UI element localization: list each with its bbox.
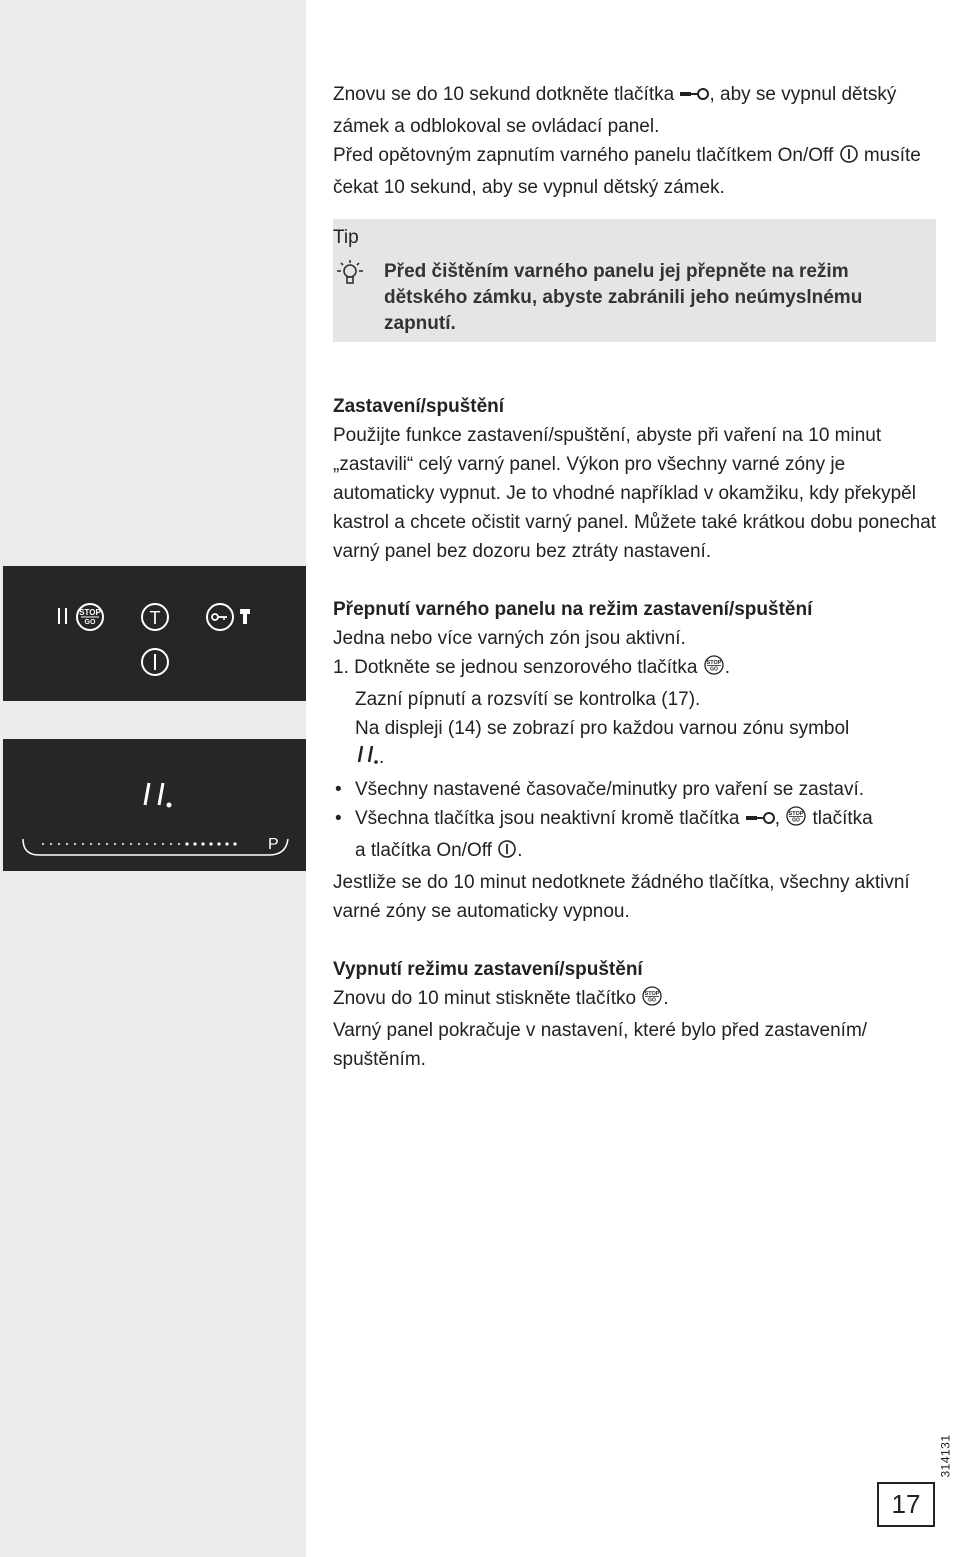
stop-label: STOP: [79, 608, 101, 617]
bullet2: [333, 804, 943, 868]
intro-line1-a: Znovu se do 10 sekund dotkněte tlačítka: [333, 84, 680, 105]
level-dots: [42, 842, 237, 845]
stop-go-icon: [785, 805, 807, 836]
section3-line2: Varný panel pokračuje v nastavení, které bylo před zastavením/ spuštěním.: [333, 1020, 868, 1070]
slider-arc: [23, 839, 288, 855]
step1-end: .: [724, 657, 730, 678]
section2-after: Jestliže se do 10 minut nedotknete žádného tlačítka, všechny aktivní varné zóny se automaticky vypnou.: [333, 872, 910, 922]
key-icon: [745, 807, 775, 836]
power-icon: [497, 839, 517, 868]
display-illustration: [3, 739, 306, 871]
step1-line4: [333, 743, 943, 775]
tip-label: Tip: [333, 227, 359, 248]
svg-text:GO: GO: [709, 666, 718, 673]
section2-step1: [333, 653, 943, 685]
step1-line4-end: .: [379, 747, 385, 768]
section3-title: Vypnutí režimu zastavení/spuštění: [333, 959, 643, 980]
svg-text:STOP: STOP: [644, 991, 660, 997]
power-icon: [142, 649, 168, 675]
bullet2-d: a tlačítka On/Off: [355, 840, 498, 861]
intro-line2-b: musíte čekat 10 sekund, aby se vypnul dětský zámek.: [333, 145, 921, 198]
pause-symbol-icon: [355, 744, 379, 775]
timer-icon: [142, 604, 168, 630]
bullet1: • Všechny nastavené časovače/minutky pro vaření se zastaví.: [333, 775, 943, 804]
stop-go-icon: [77, 604, 103, 630]
bullet2-c: tlačítka: [807, 808, 873, 829]
bullet2-a: Všechna tlačítka jsou neaktivní kromě tlačítka: [355, 808, 745, 829]
document-number: [936, 1425, 960, 1485]
step1-line2: Zazní pípnutí a rozsvítí se kontrolka (17).: [355, 689, 701, 710]
key-icon: [679, 83, 709, 112]
key-icon: [207, 604, 233, 630]
section2-bullets: [333, 775, 943, 868]
section3-line1-b: .: [663, 988, 669, 1009]
section2-line1: Jedna nebo více varných zón jsou aktivní.: [333, 628, 686, 649]
intro-line1-b: , aby se vypnul dětský zámek a odblokoval se ovládací panel.: [333, 84, 897, 137]
step1-line3: Na displeji (14) se zobrazí pro každou varnou zónu symbol: [355, 718, 850, 739]
svg-text:GO: GO: [792, 817, 801, 824]
tip-text: Před čištěním varného panelu jej přepněte na režim dětského zámku, abyste zabránili jeho neúmyslnému zapnutí.: [384, 261, 863, 334]
power-icon: [839, 144, 859, 173]
stop-go-icon: [641, 985, 663, 1016]
section1-title: Zastavení/spuštění: [333, 396, 505, 417]
stop-go-icon: [703, 654, 725, 685]
svg-text:STOP: STOP: [788, 811, 804, 817]
pause-symbol-display: [145, 783, 163, 805]
main-text: [333, 80, 943, 1074]
bullet2-e: .: [517, 840, 523, 861]
section1-body: Použijte funkce zastavení/spuštění, abyste při vaření na 10 minut „zastavili“ celý varný panel. Výkon pro všechny varné zóny je automaticky vypnut. Je to vhodné například v okamžiku, kdy překypěl kastrol a chcete očistit varný panel. Můžete také krátkou dobu ponechat varný panel bez dozoru bez ztráty nastavení.: [333, 425, 937, 562]
intro-line2-a: Před opětovným zapnutím varného panelu tlačítkem On/Off: [333, 145, 839, 166]
child-lock-indicator-icon: [240, 609, 250, 624]
section3-line1: [333, 984, 943, 1016]
svg-text:GO: GO: [648, 997, 657, 1004]
section2-title: Přepnutí varného panelu na režim zastavení/spuštění: [333, 599, 813, 620]
intro-paragraph: [333, 80, 943, 202]
display-dot: [167, 803, 172, 808]
section3-line1-a: Znovu do 10 minut stiskněte tlačítko: [333, 988, 642, 1009]
display-p-label: P: [268, 836, 279, 853]
control-panel-illustration: [3, 566, 306, 701]
bullet2-b: ,: [774, 808, 786, 829]
timer-letter: T: [149, 608, 161, 628]
page-number: 17: [877, 1482, 935, 1527]
svg-text:STOP: STOP: [706, 660, 722, 666]
document-number-text: 314131: [938, 1434, 953, 1478]
go-label: GO: [84, 619, 96, 626]
step1-text: 1. Dotkněte se jednou senzorového tlačítka: [333, 657, 703, 678]
